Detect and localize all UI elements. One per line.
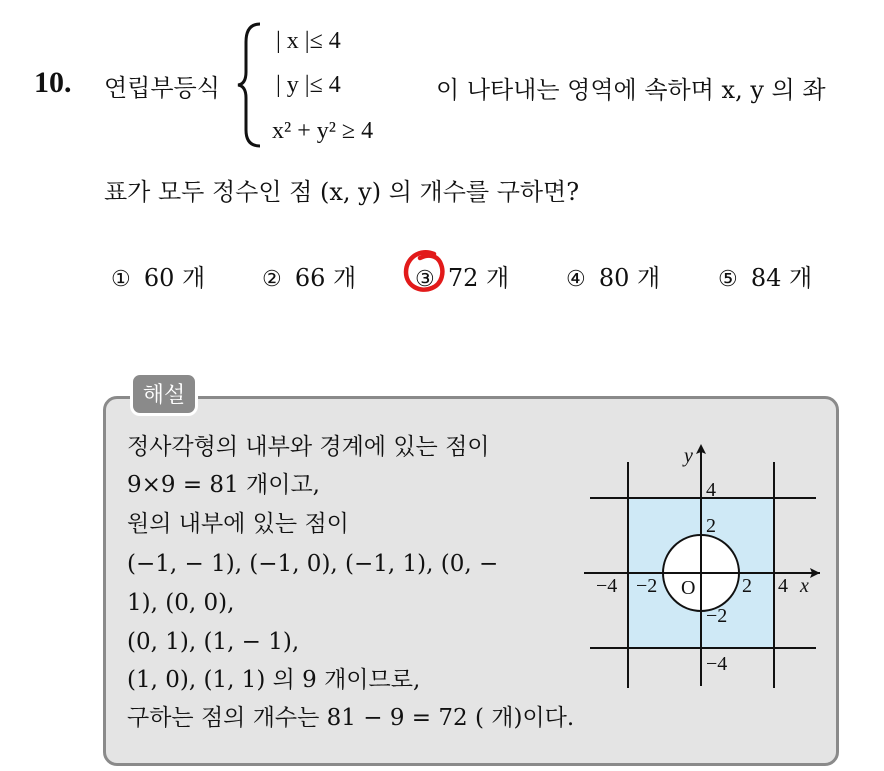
solution-line: 구하는 점의 개수는 81 − 9 = 72 ( 개)이다. <box>127 705 575 731</box>
inequality-y: | y |≤ 4 <box>276 72 341 98</box>
choice-4[interactable] <box>566 258 660 293</box>
inequality-x: | x |≤ 4 <box>276 28 341 54</box>
origin-label: O <box>681 577 696 599</box>
x-tick-label: 2 <box>742 575 752 597</box>
solution-line: (0, 1), (1, − 1), <box>127 629 300 655</box>
y-tick-label: −4 <box>706 653 728 675</box>
choice-marker: ⑤ <box>718 267 738 292</box>
answer-circle-mark <box>400 246 450 296</box>
y-tick-label: 2 <box>706 515 716 537</box>
problem-number: 10. <box>34 66 72 99</box>
problem-lead-text: 연립부등식 <box>104 74 220 102</box>
choice-label: 60 개 <box>143 264 206 292</box>
choice-marker: ① <box>111 267 131 292</box>
solution-line: (1, 0), (1, 1) 의 9 개이므로, <box>127 667 421 693</box>
choice-marker: ② <box>262 267 282 292</box>
solution-line: 1), (0, 0), <box>127 590 235 616</box>
solution-line: 9×9 = 81 개이고, <box>127 472 320 498</box>
problem-second-line: 표가 모두 정수인 점 (x, y) 의 개수를 구하면? <box>104 178 580 206</box>
choice-label: 84 개 <box>750 264 813 292</box>
choice-1[interactable] <box>111 258 205 293</box>
problem-continuation: 이 나타내는 영역에 속하며 x, y 의 좌 <box>436 76 826 104</box>
choice-marker: ③ <box>415 267 435 292</box>
x-tick-label: 4 <box>778 575 788 597</box>
choice-label: 66 개 <box>294 264 357 292</box>
y-tick-label: −2 <box>706 605 728 627</box>
x-tick-label: −2 <box>636 575 658 597</box>
choice-marker: ④ <box>566 267 586 292</box>
solution-line: (−1, − 1), (−1, 0), (−1, 1), (0, − <box>127 551 499 577</box>
choice-label: 80 개 <box>598 264 661 292</box>
choice-2[interactable] <box>262 258 356 293</box>
choice-5[interactable] <box>718 258 812 293</box>
y-axis-label: y <box>684 445 693 467</box>
choice-label: 72 개 <box>447 264 510 292</box>
solution-line: 원의 내부에 있는 점이 <box>127 511 349 537</box>
x-tick-label: −4 <box>596 575 618 597</box>
x-axis-label: x <box>800 575 809 597</box>
system-brace <box>236 20 266 150</box>
y-tick-label: 4 <box>706 479 716 501</box>
solution-tag: 해설 <box>130 372 198 416</box>
inequality-circle: x² + y² ≥ 4 <box>272 118 374 144</box>
region-graph <box>580 440 830 695</box>
solution-line: 정사각형의 내부와 경계에 있는 점이 <box>127 434 490 460</box>
